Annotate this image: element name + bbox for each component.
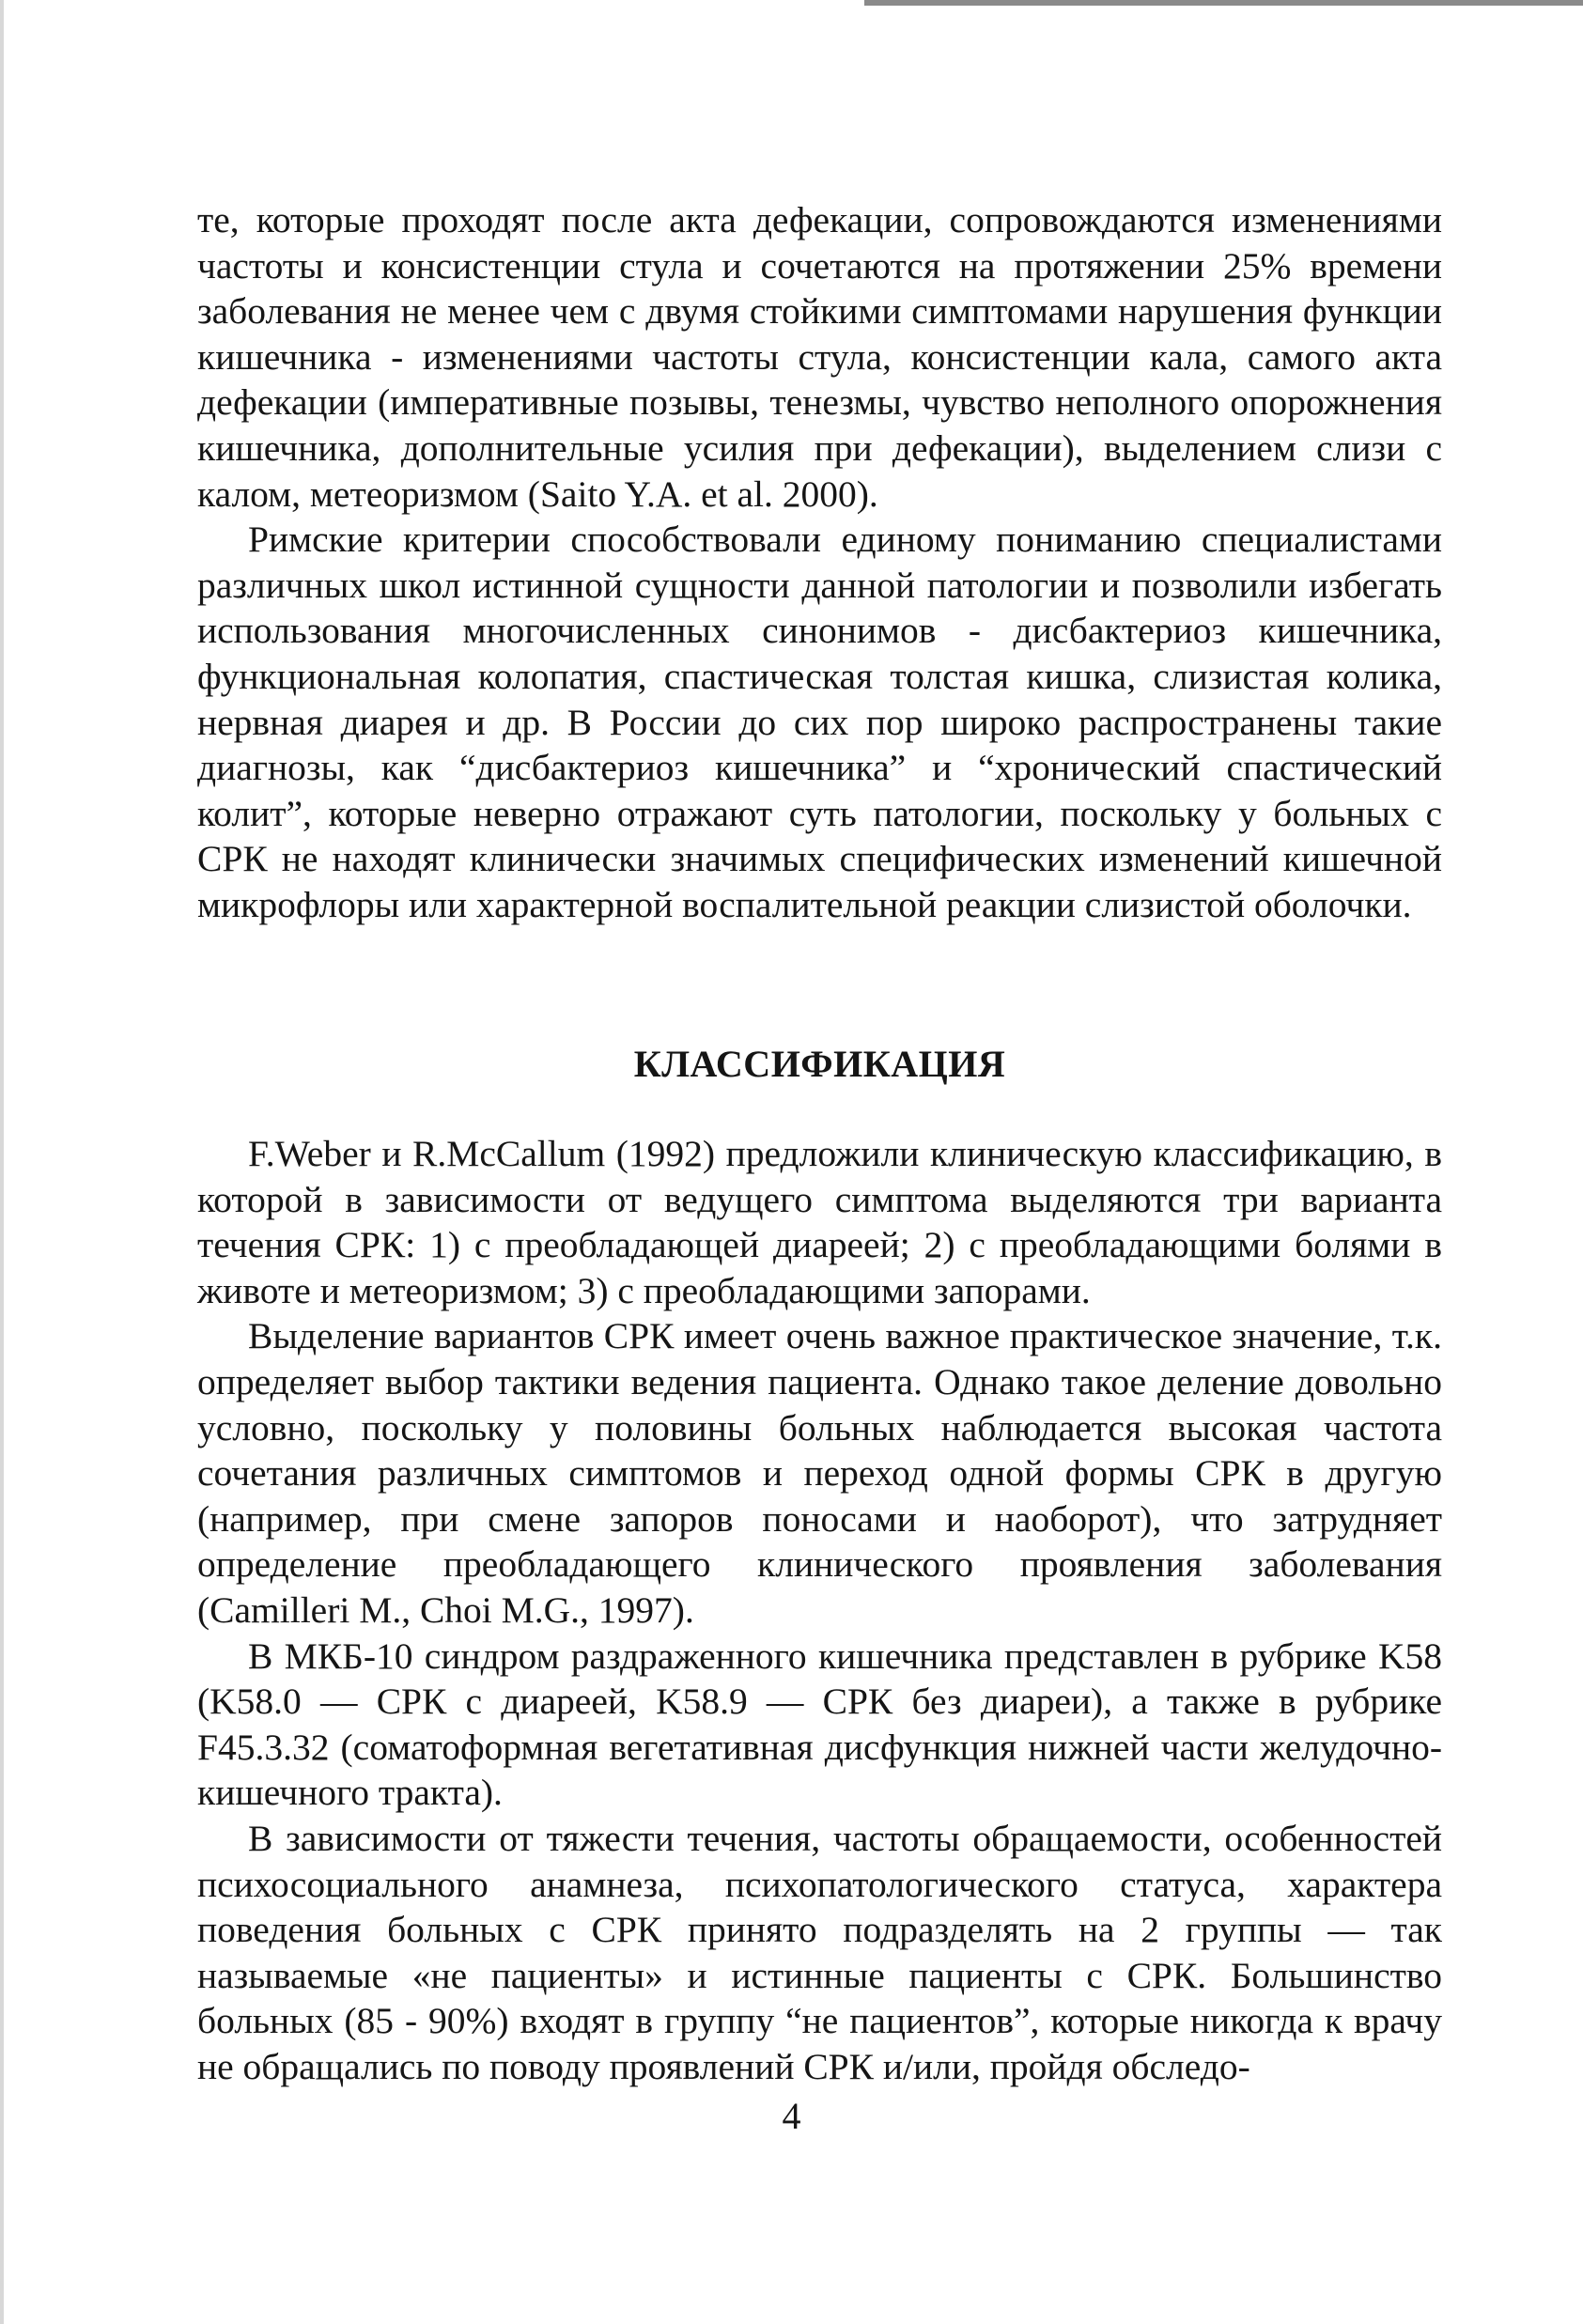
paragraph-classification: F.Weber и R.McCallum (1992) предложили клиническую классификацию, в которой в зависимости от ведущего симптома выделяются три варианта течения СРК: 1) с преобладающей диареей; 2) с преобладающими болями в животе и метеоризмом; 3) с преобладающими запорами.: [197, 1133, 1442, 1311]
paragraph-continuation: те, которые проходят после акта дефекации, сопровождаются изменениями частоты и консистенции стула и сочетаются на протяжении 25% времени заболевания не менее чем с двумя стойкими симптомами нарушения функции кишечника - изменениями частоты стула, консистенции кала, самого акта дефекации (императивные позывы, тенезмы, чувство неполного опорожнения кишечника, дополнительные усилия при дефекации), выделением слизи с калом, метеоризмом (Saito Y.A. et al. 2000).: [197, 199, 1442, 515]
paragraph-icd10: В МКБ-10 синдром раздраженного кишечника представлен в рубрике K58 (K58.0 — СРК с диареей, K58.9 — СРК без диареи), а также в рубрике F45.3.32 (соматоформная вегетативная дисфункция нижней части желудочно-кишечного тракта).: [197, 1635, 1442, 1814]
body-text-top: [197, 197, 1442, 928]
scan-edge-left: [0, 0, 4, 2324]
scan-edge-top: [864, 0, 1583, 6]
body-text-bottom: [197, 1131, 1442, 2089]
section-heading: КЛАССИФИКАЦИЯ: [633, 1043, 1006, 1085]
paragraph-rome-criteria: Римские критерии способствовали единому пониманию специалистами различных школ истинной сущности данной патологии и позволили избегать использования многочисленных синонимов - дисбактериоз кишечника, функциональная колопатия, спастическая толстая кишка, слизистая колика, нервная диарея и др. В России до сих пор широко распространены такие диагнозы, как “дисбактериоз кишечника” и “хронический спастический колит”, которые неверно отражают суть патологии, поскольку у больных с СРК не находят клинически значимых специфических изменений кишечной микрофлоры или характерной воспалительной реакции слизистой оболочки.: [197, 519, 1442, 925]
paragraph-patient-groups: В зависимости от тяжести течения, частоты обращаемости, особенностей психосоциального анамнеза, психопатологического статуса, характера поведения больных с СРК принято подразделять на 2 группы — так называемые «не пациенты» и истинные пациенты с СРК. Большинство больных (85 - 90%) входят в группу “не пациентов”, которые никогда к врачу не обращались по поводу проявлений СРК и/или, пройдя обследо-: [197, 1817, 1442, 2087]
paragraph-variants: Выделение вариантов СРК имеет очень важное практическое значение, т.к. определяет выбор тактики ведения пациента. Однако такое деление довольно условно, поскольку у половины больных наблюдается высокая частота сочетания различных симптомов и переход одной формы СРК в другую (например, при смене запоров поносами и наоборот), что затрудняет определение преобладающего клинического проявления заболевания (Camilleri M., Choi M.G., 1997).: [197, 1315, 1442, 1631]
page-number: 4: [782, 2095, 801, 2137]
